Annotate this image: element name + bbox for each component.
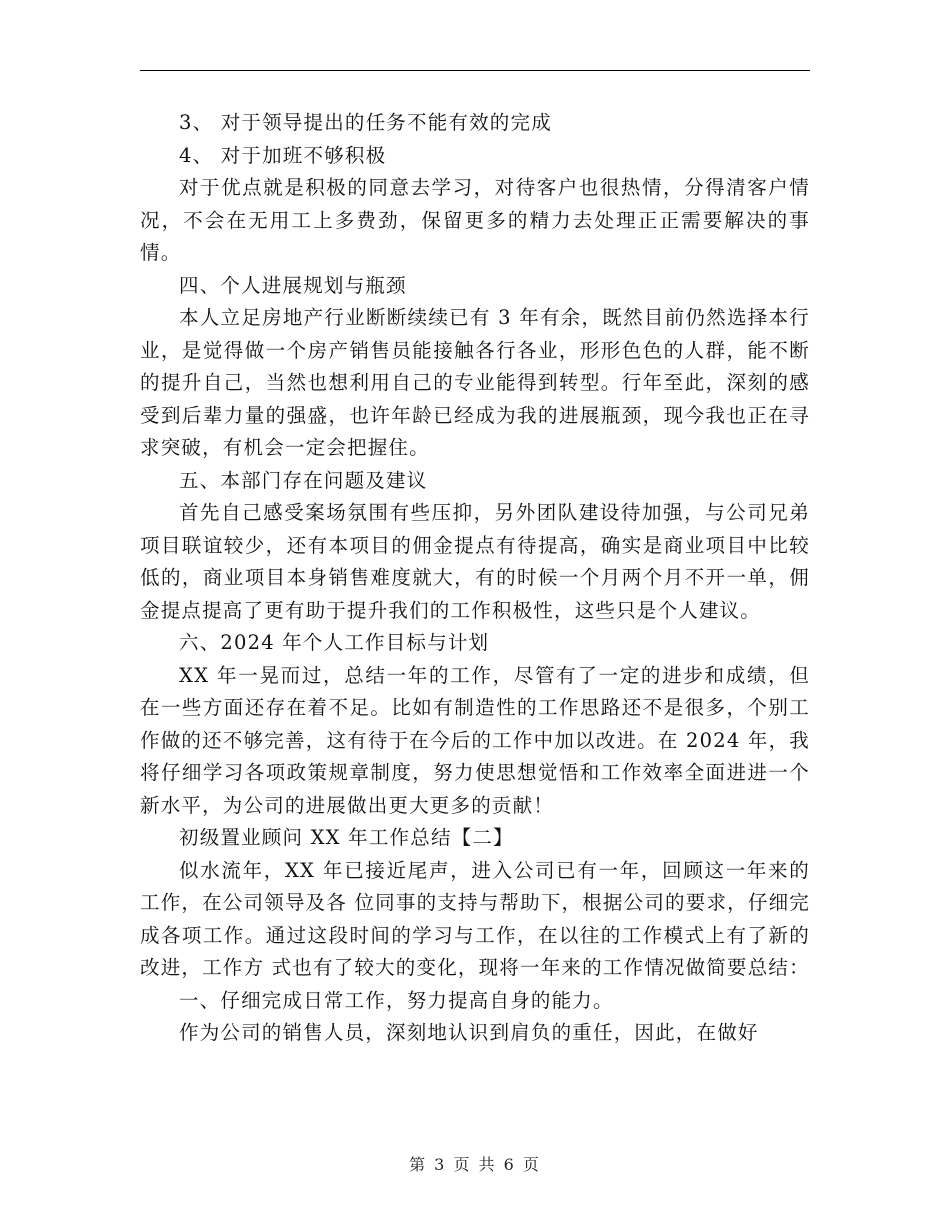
document-body — [140, 107, 810, 1050]
body-paragraph: 首先自己感受案场氛围有些压抑，另外团队建设待加强，与公司兄弟项目联谊较少，还有本项目的佣金提点有待提高，确实是商业项目中比较低的，商业项目本身销售难度就大，有的时候一个月两个月不开一单，佣金提点提高了更有助于提升我们的工作积极性，这些只是个人建议。 — [140, 501, 810, 622]
header-rule — [140, 70, 810, 71]
section-heading: 一、仔细完成日常工作，努力提高自身的能力。 — [179, 988, 614, 1012]
list-item: 3、 对于领导提出的任务不能有效的完成 — [179, 111, 552, 134]
body-paragraph: XX 年一晃而过，总结一年的工作，尽管有了一定的进步和成绩，但在一些方面还存在着不足。比如有制造性的工作思路还不是很多，个别工作做的还不够完善，这有待于在今后的工作中加以改进。在 2024 年，我将仔细学习各项政策规章制度，努力使思想觉悟和工作效率全面进进一个新水平，为公司的进展做出更大更多的贡献！ — [140, 663, 810, 817]
section-heading: 六、2024 年个人工作目标与计划 — [179, 631, 490, 654]
body-paragraph: 对于优点就是积极的同意去学习，对待客户也很热情，分得清客户情况，不会在无用工上多费劲，保留更多的精力去处理正正需要解决的事情。 — [140, 176, 810, 264]
section-heading: 四、个人进展规划与瓶颈 — [179, 273, 407, 297]
page-number: 第 3 页 共 6 页 — [409, 1155, 541, 1174]
body-paragraph: 作为公司的销售人员，深刻地认识到肩负的重任，因此，在做好 — [179, 1021, 759, 1044]
body-paragraph: 似水流年，XX 年已接近尾声，进入公司已有一年，回顾这一年来的工作，在公司领导及各 位同事的支持与帮助下，根据公司的要求，仔细完成各项工作。通过这段时间的学习与工作，在以往的工作模式上有了新的改进，工作方 式也有了较大的变化，现将一年来的工作情况做简要总结： — [140, 858, 810, 979]
body-paragraph: 本人立足房地产行业断断续续已有 3 年有余，既然目前仍然选择本行业，是觉得做一个房产销售员能接触各行各业，形形色色的人群，能不断的提升自己，当然也想利用自己的专业能得到转型。行年至此，深刻的感受到后辈力量的强盛，也许年龄已经成为我的进展瓶颈，现今我也正在寻求突破，有机会一定会把握住。 — [140, 306, 810, 459]
list-item: 4、 对于加班不够积极 — [179, 143, 387, 167]
document-subtitle: 初级置业顾问 XX 年工作总结【二】 — [179, 826, 514, 849]
section-heading: 五、本部门存在问题及建议 — [179, 468, 428, 492]
